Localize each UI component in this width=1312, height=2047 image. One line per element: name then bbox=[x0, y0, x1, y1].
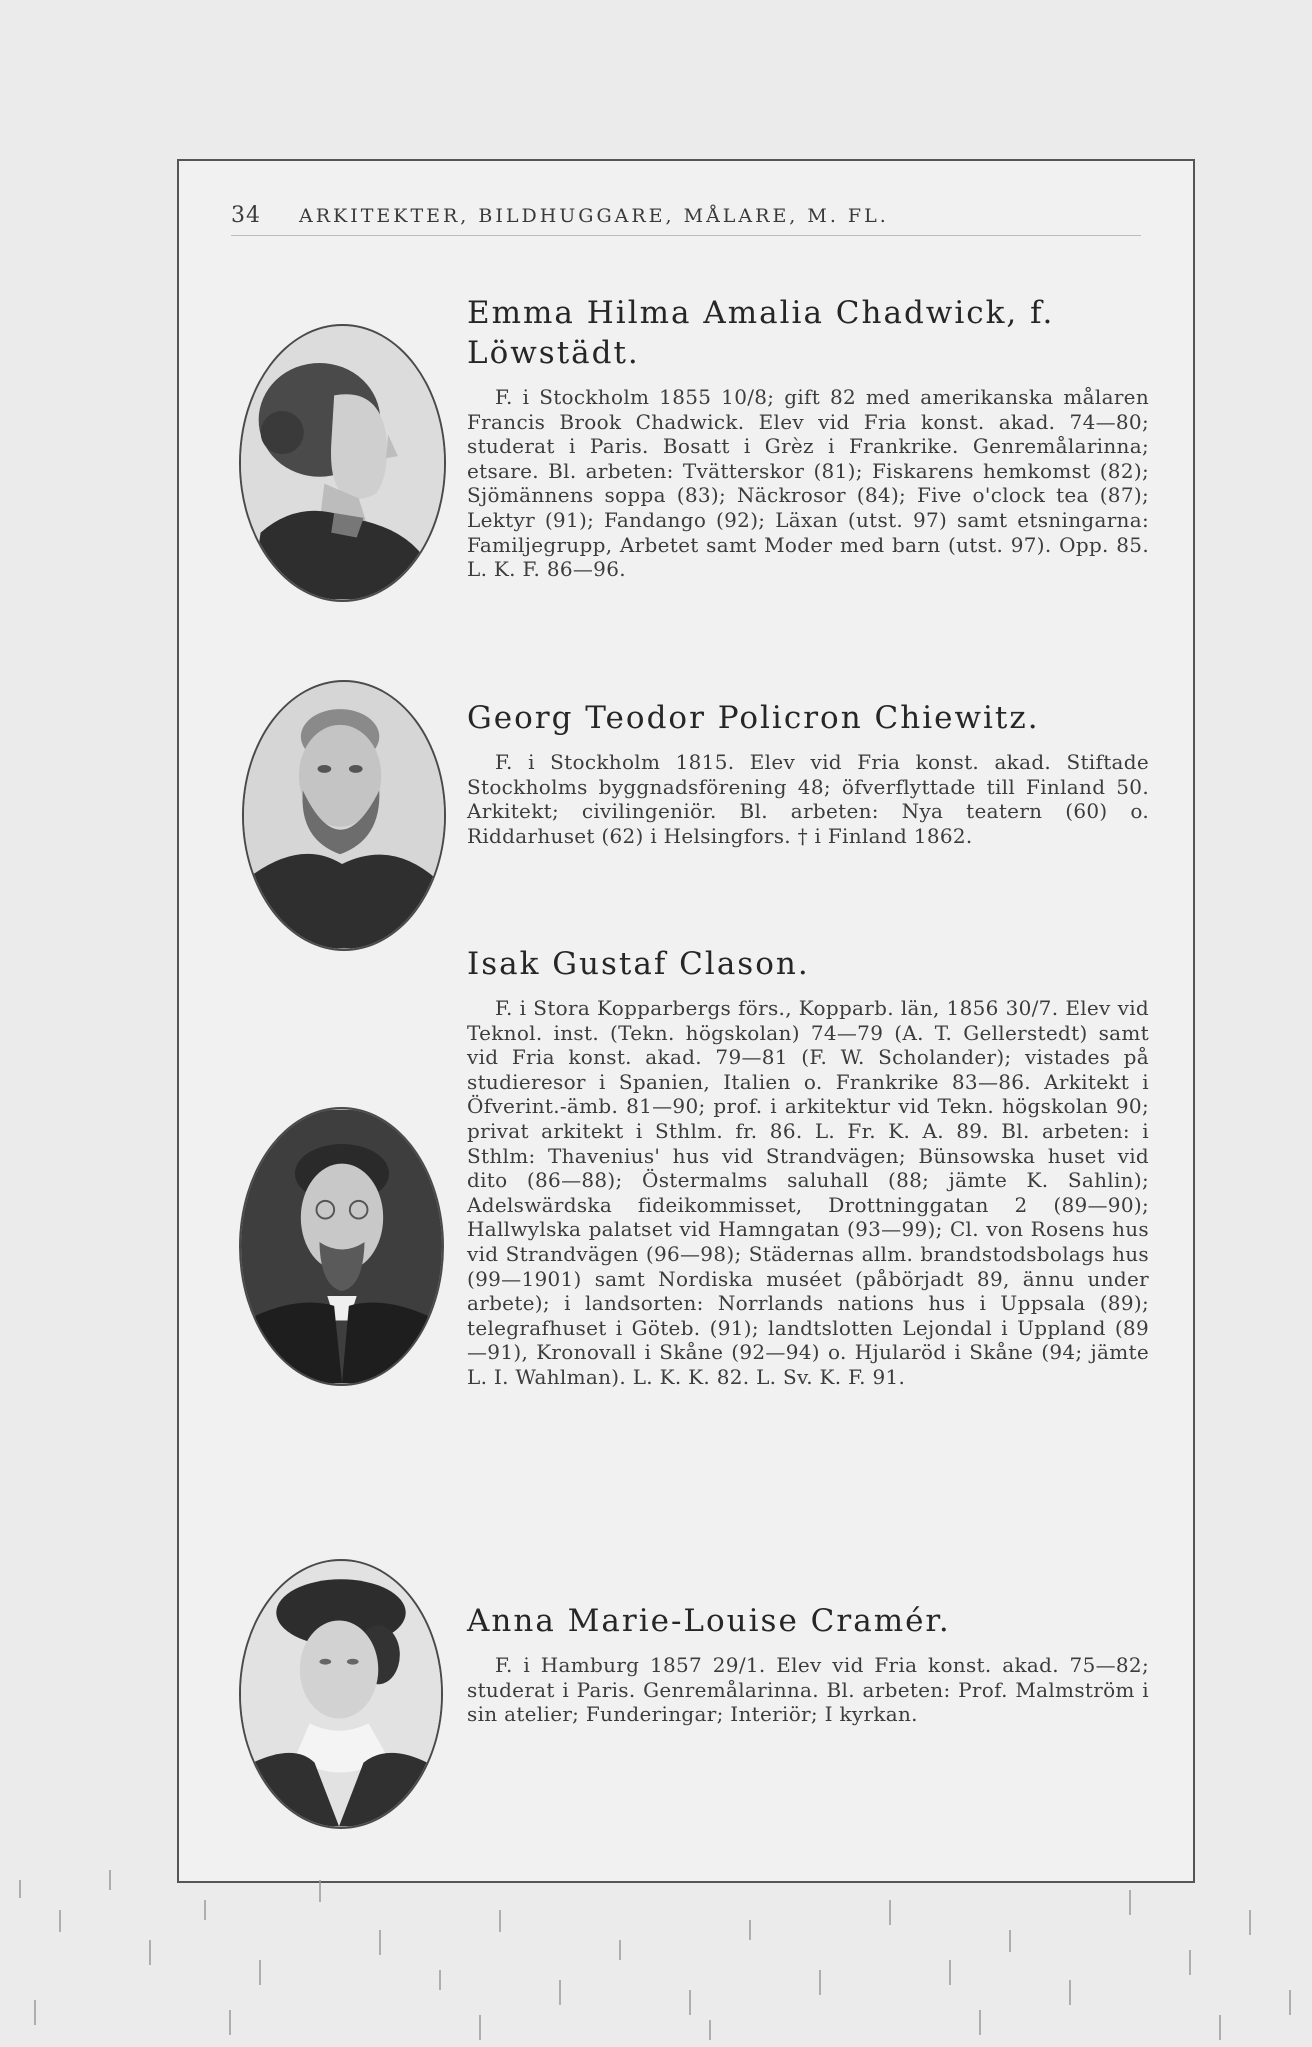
entry-paragraph: F. i Stora Kopparbergs förs., Kopparb. län, 1856 30/7. Elev vid Teknol. inst. (Tekn. högskolan) 74—79 (A. T. Gellerstedt) samt vid Fria konst. akad. 79—81 (F. W. Scholander); vistades på studieresor i Spanien, Italien o. Frankrike 83—86. Arkitekt i Öfverint.-ämb. 81—90; prof. i arkitektur vid Tekn. högskolan 90; privat arkitekt i Sthlm. fr. 86. L. Fr. K. A. 89. Bl. arbeten: i Sthlm: Thavenius' hus vid Strandvägen; Bünsowska huset vid dito (86—88); Östermalms saluhall (88; jämte K. Sahlin); Adelswärdska fideikommisset, Drottninggatan 2 (89—90); Hallwylska palatset vid Hamngatan (93—99); Cl. von Rosens hus vid Strandvägen (96—98); Städernas allm. brandstodsbolags hus (99—1901) samt Nordiska muséet (påbörjadt 89, ännu under arbete); i landsorten: Norrlands nations hus i Uppsala (89); telegrafhuset i Göteb. (91); landtslotten Lejondal i Uppland (89—91), Kronovall i Skåne (92—94) o. Hjularöd i Skåne (94; jämte L. I. Wahlman). L. K. K. 82. L. Sv. K. F. 91. bbox=[467, 996, 1149, 1389]
header-rule bbox=[231, 235, 1141, 236]
portrait-clason-image bbox=[241, 1109, 442, 1384]
entry-cramer bbox=[467, 1601, 1149, 1727]
entry-clason bbox=[467, 944, 1149, 1390]
portrait-chiewitz bbox=[242, 680, 446, 951]
portrait-cramer-image bbox=[241, 1561, 441, 1827]
book-page bbox=[177, 159, 1195, 1883]
entry-paragraph: F. i Stockholm 1815. Elev vid Fria konst. akad. Stiftade Stockholms byggnadsförening 48; öfverflyttade till Finland 50. Arkitekt; civilingeniör. Bl. arbeten: Nya teatern (60) o. Riddarhuset (62) i Helsingfors. † i Finland 1862. bbox=[467, 750, 1149, 848]
entry-name: Anna Marie-Louise Cramér. bbox=[467, 1603, 951, 1639]
entry-chiewitz bbox=[467, 698, 1149, 848]
entry-text bbox=[467, 750, 1149, 848]
portrait-chadwick-image bbox=[241, 326, 444, 600]
entry-name: Georg Teodor Policron Chiewitz. bbox=[467, 700, 1040, 736]
entry-paragraph: F. i Hamburg 1857 29/1. Elev vid Fria konst. akad. 75—82; studerat i Paris. Genremålarinna. Bl. arbeten: Prof. Malmström i sin atelier; Funderingar; Interiör; I kyrkan. bbox=[467, 1653, 1149, 1727]
running-header bbox=[231, 203, 1141, 228]
entry-chadwick bbox=[467, 293, 1149, 582]
entry-text bbox=[467, 1653, 1149, 1727]
entry-name: Emma Hilma Amalia Chadwick, f. Löwstädt. bbox=[467, 295, 1055, 371]
entry-name: Isak Gustaf Clason. bbox=[467, 946, 810, 982]
portrait-clason bbox=[239, 1107, 444, 1386]
page-number: 34 bbox=[231, 203, 261, 228]
running-title: ARKITEKTER, BILDHUGGARE, MÅLARE, M. FL. bbox=[299, 205, 889, 227]
scan-noise bbox=[0, 1840, 1312, 2047]
entry-text bbox=[467, 385, 1149, 582]
entry-paragraph: F. i Stockholm 1855 10/8; gift 82 med amerikanska målaren Francis Brook Chadwick. Elev vid Fria konst. akad. 74—80; studerat i Paris. Bosatt i Grèz i Frankrike. Genremålarinna; etsare. Bl. arbeten: Tvätterskor (81); Fiskarens hemkomst (82); Sjömännens soppa (83); Näckrosor (84); Five o'clock tea (87); Lektyr (91); Fandango (92); Läxan (utst. 97) samt etsningarna: Familjegrupp, Arbetet samt Moder med barn (utst. 97). Opp. 85. L. K. F. 86—96. bbox=[467, 385, 1149, 582]
portrait-chadwick bbox=[239, 324, 446, 602]
entry-text bbox=[467, 996, 1149, 1390]
portrait-cramer bbox=[239, 1559, 443, 1829]
portrait-chiewitz-image bbox=[244, 682, 444, 949]
